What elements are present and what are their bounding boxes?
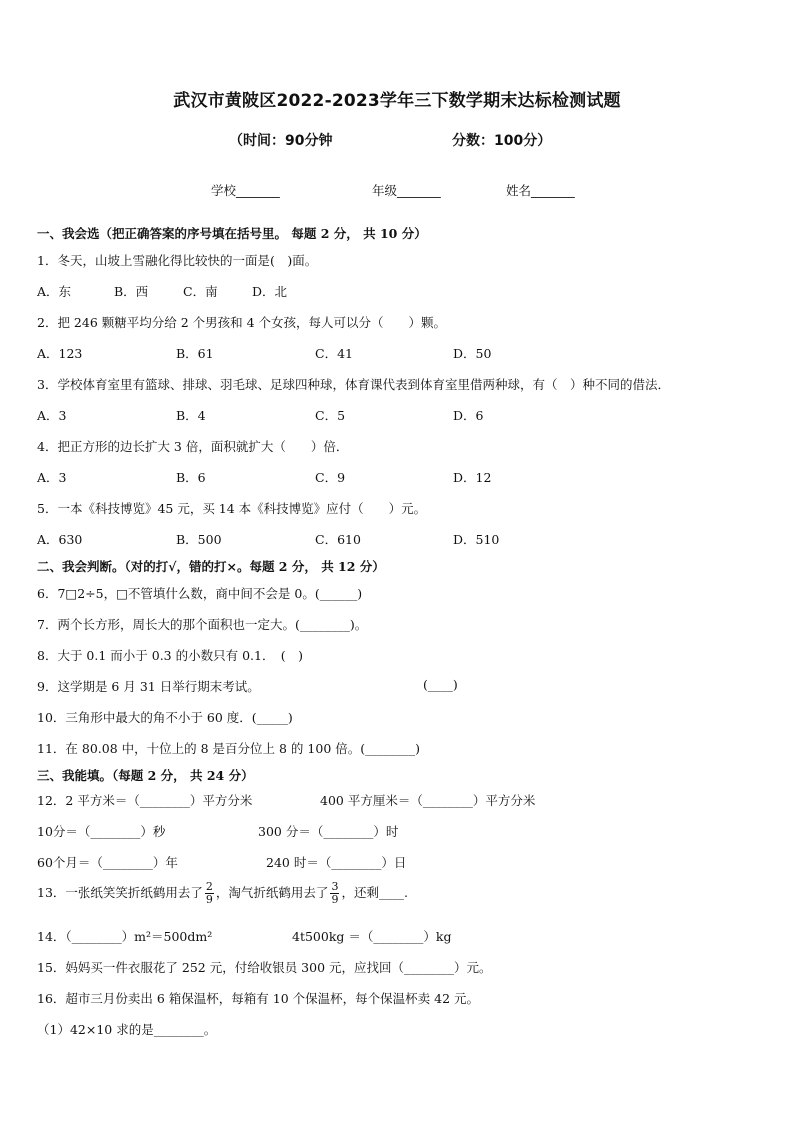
- question-11: 11．在 80.08 中，十位上的 8 是百分位上 8 的 100 倍。(________): [37, 741, 420, 756]
- school-field: 学校_______: [211, 183, 280, 198]
- question-5: 5．一本《科技博览》45 元，买 14 本《科技博览》应付（ ）元。: [37, 501, 427, 516]
- question-12-part-2: 400 平方厘米＝（________）平方分米: [320, 793, 536, 808]
- question-14-part-1: 14．（________）m²＝500dm²: [37, 929, 213, 944]
- exam-score: 分数：100分）: [452, 133, 552, 149]
- question-1: 1．冬天，山坡上雪融化得比较快的一面是( )面。: [37, 253, 318, 268]
- section-2-heading: 二、我会判断。（对的打√，错的打×。每题 2 分， 共 12 分）: [37, 559, 385, 574]
- question-14-part-2: 4t500kg ＝（________）kg: [292, 929, 452, 944]
- question-12-part-6: 240 时＝（________）日: [266, 855, 407, 870]
- section-1-heading: 一、我会选（把正确答案的序号填在括号里。 每题 2 分， 共 10 分）: [37, 226, 427, 241]
- q5-option-b: B．500: [176, 532, 222, 547]
- question-9-blank: (____): [423, 677, 458, 692]
- q5-option-a: A．630: [37, 532, 83, 547]
- q1-option-a: A．东: [37, 284, 72, 299]
- question-6: 6．7□2÷5，□不管填什么数，商中间不会是 0。(______): [37, 586, 363, 601]
- fraction-denominator: 9: [205, 893, 213, 906]
- question-12-part-5: 60个月＝（________）年: [37, 855, 178, 870]
- name-field: 姓名_______: [506, 183, 575, 198]
- q4-option-c: C．9: [315, 470, 346, 485]
- q5-option-c: C．610: [315, 532, 361, 547]
- exam-title: 武汉市黄陂区2022-2023学年三下数学期末达标检测试题: [173, 91, 621, 111]
- q1-option-d: D．北: [252, 284, 288, 299]
- q5-option-d: D．510: [453, 532, 500, 547]
- question-12-part-1: 12．2 平方米＝（________）平方分米: [37, 793, 253, 808]
- q2-option-a: A．123: [37, 346, 83, 361]
- question-4: 4．把正方形的边长扩大 3 倍，面积就扩大（ ）倍．: [37, 439, 349, 454]
- q4-option-a: A．3: [37, 470, 67, 485]
- q3-option-a: A．3: [37, 408, 67, 423]
- q1-option-b: B．西: [114, 284, 149, 299]
- question-16: 16．超市三月份卖出 6 箱保温杯，每箱有 10 个保温杯，每个保温杯卖 42 元。: [37, 991, 480, 1006]
- q3-option-d: D．6: [453, 408, 484, 423]
- grade-field: 年级_______: [372, 183, 441, 198]
- q13-text-3: ，还剩____.: [341, 885, 408, 900]
- q2-option-d: D．50: [453, 346, 492, 361]
- question-15: 15．妈妈买一件衣服花了 252 元，付给收银员 300 元，应找回（________）元。: [37, 960, 492, 975]
- question-12-part-4: 300 分＝（________）时: [258, 824, 399, 839]
- q2-option-c: C．41: [315, 346, 353, 361]
- question-9: 9．这学期是 6 月 31 日举行期末考试。: [37, 679, 260, 694]
- q13-text-2: ，淘气折纸鹤用去了: [215, 885, 329, 900]
- question-12-part-3: 10分＝（________）秒: [37, 824, 166, 839]
- question-8: 8．大于 0.1 而小于 0.3 的小数只有 0.1． ( ): [37, 648, 303, 663]
- fraction-numerator: 3: [331, 880, 339, 893]
- q2-option-b: B．61: [176, 346, 214, 361]
- exam-time: （时间：90分钟: [229, 133, 333, 149]
- fraction-2-9: [205, 881, 214, 906]
- fraction-denominator: 9: [331, 893, 339, 906]
- q3-option-b: B．4: [176, 408, 206, 423]
- q13-text-1: 13．一张纸笑笑折纸鹤用去了: [37, 885, 203, 900]
- fraction-3-9: [330, 881, 339, 906]
- q4-option-b: B．6: [176, 470, 206, 485]
- fraction-numerator: 2: [205, 880, 213, 893]
- question-2: 2．把 246 颗糖平均分给 2 个男孩和 4 个女孩，每人可以分（ ）颗。: [37, 315, 447, 330]
- question-13: [37, 881, 408, 906]
- question-10: 10．三角形中最大的角不小于 60 度．(_____): [37, 710, 293, 725]
- question-3: 3．学校体育室里有篮球、排球、羽毛球、足球四种球，体育课代表到体育室里借两种球，有（ ）种不同的借法．: [37, 377, 670, 392]
- q1-option-c: C．南: [183, 284, 218, 299]
- question-16-sub-1: （1）42×10 求的是________。: [37, 1022, 217, 1037]
- q3-option-c: C．5: [315, 408, 346, 423]
- section-3-heading: 三、我能填。（每题 2 分， 共 24 分）: [37, 768, 254, 783]
- q4-option-d: D．12: [453, 470, 492, 485]
- question-7: 7．两个长方形，周长大的那个面积也一定大。(________)。: [37, 617, 368, 632]
